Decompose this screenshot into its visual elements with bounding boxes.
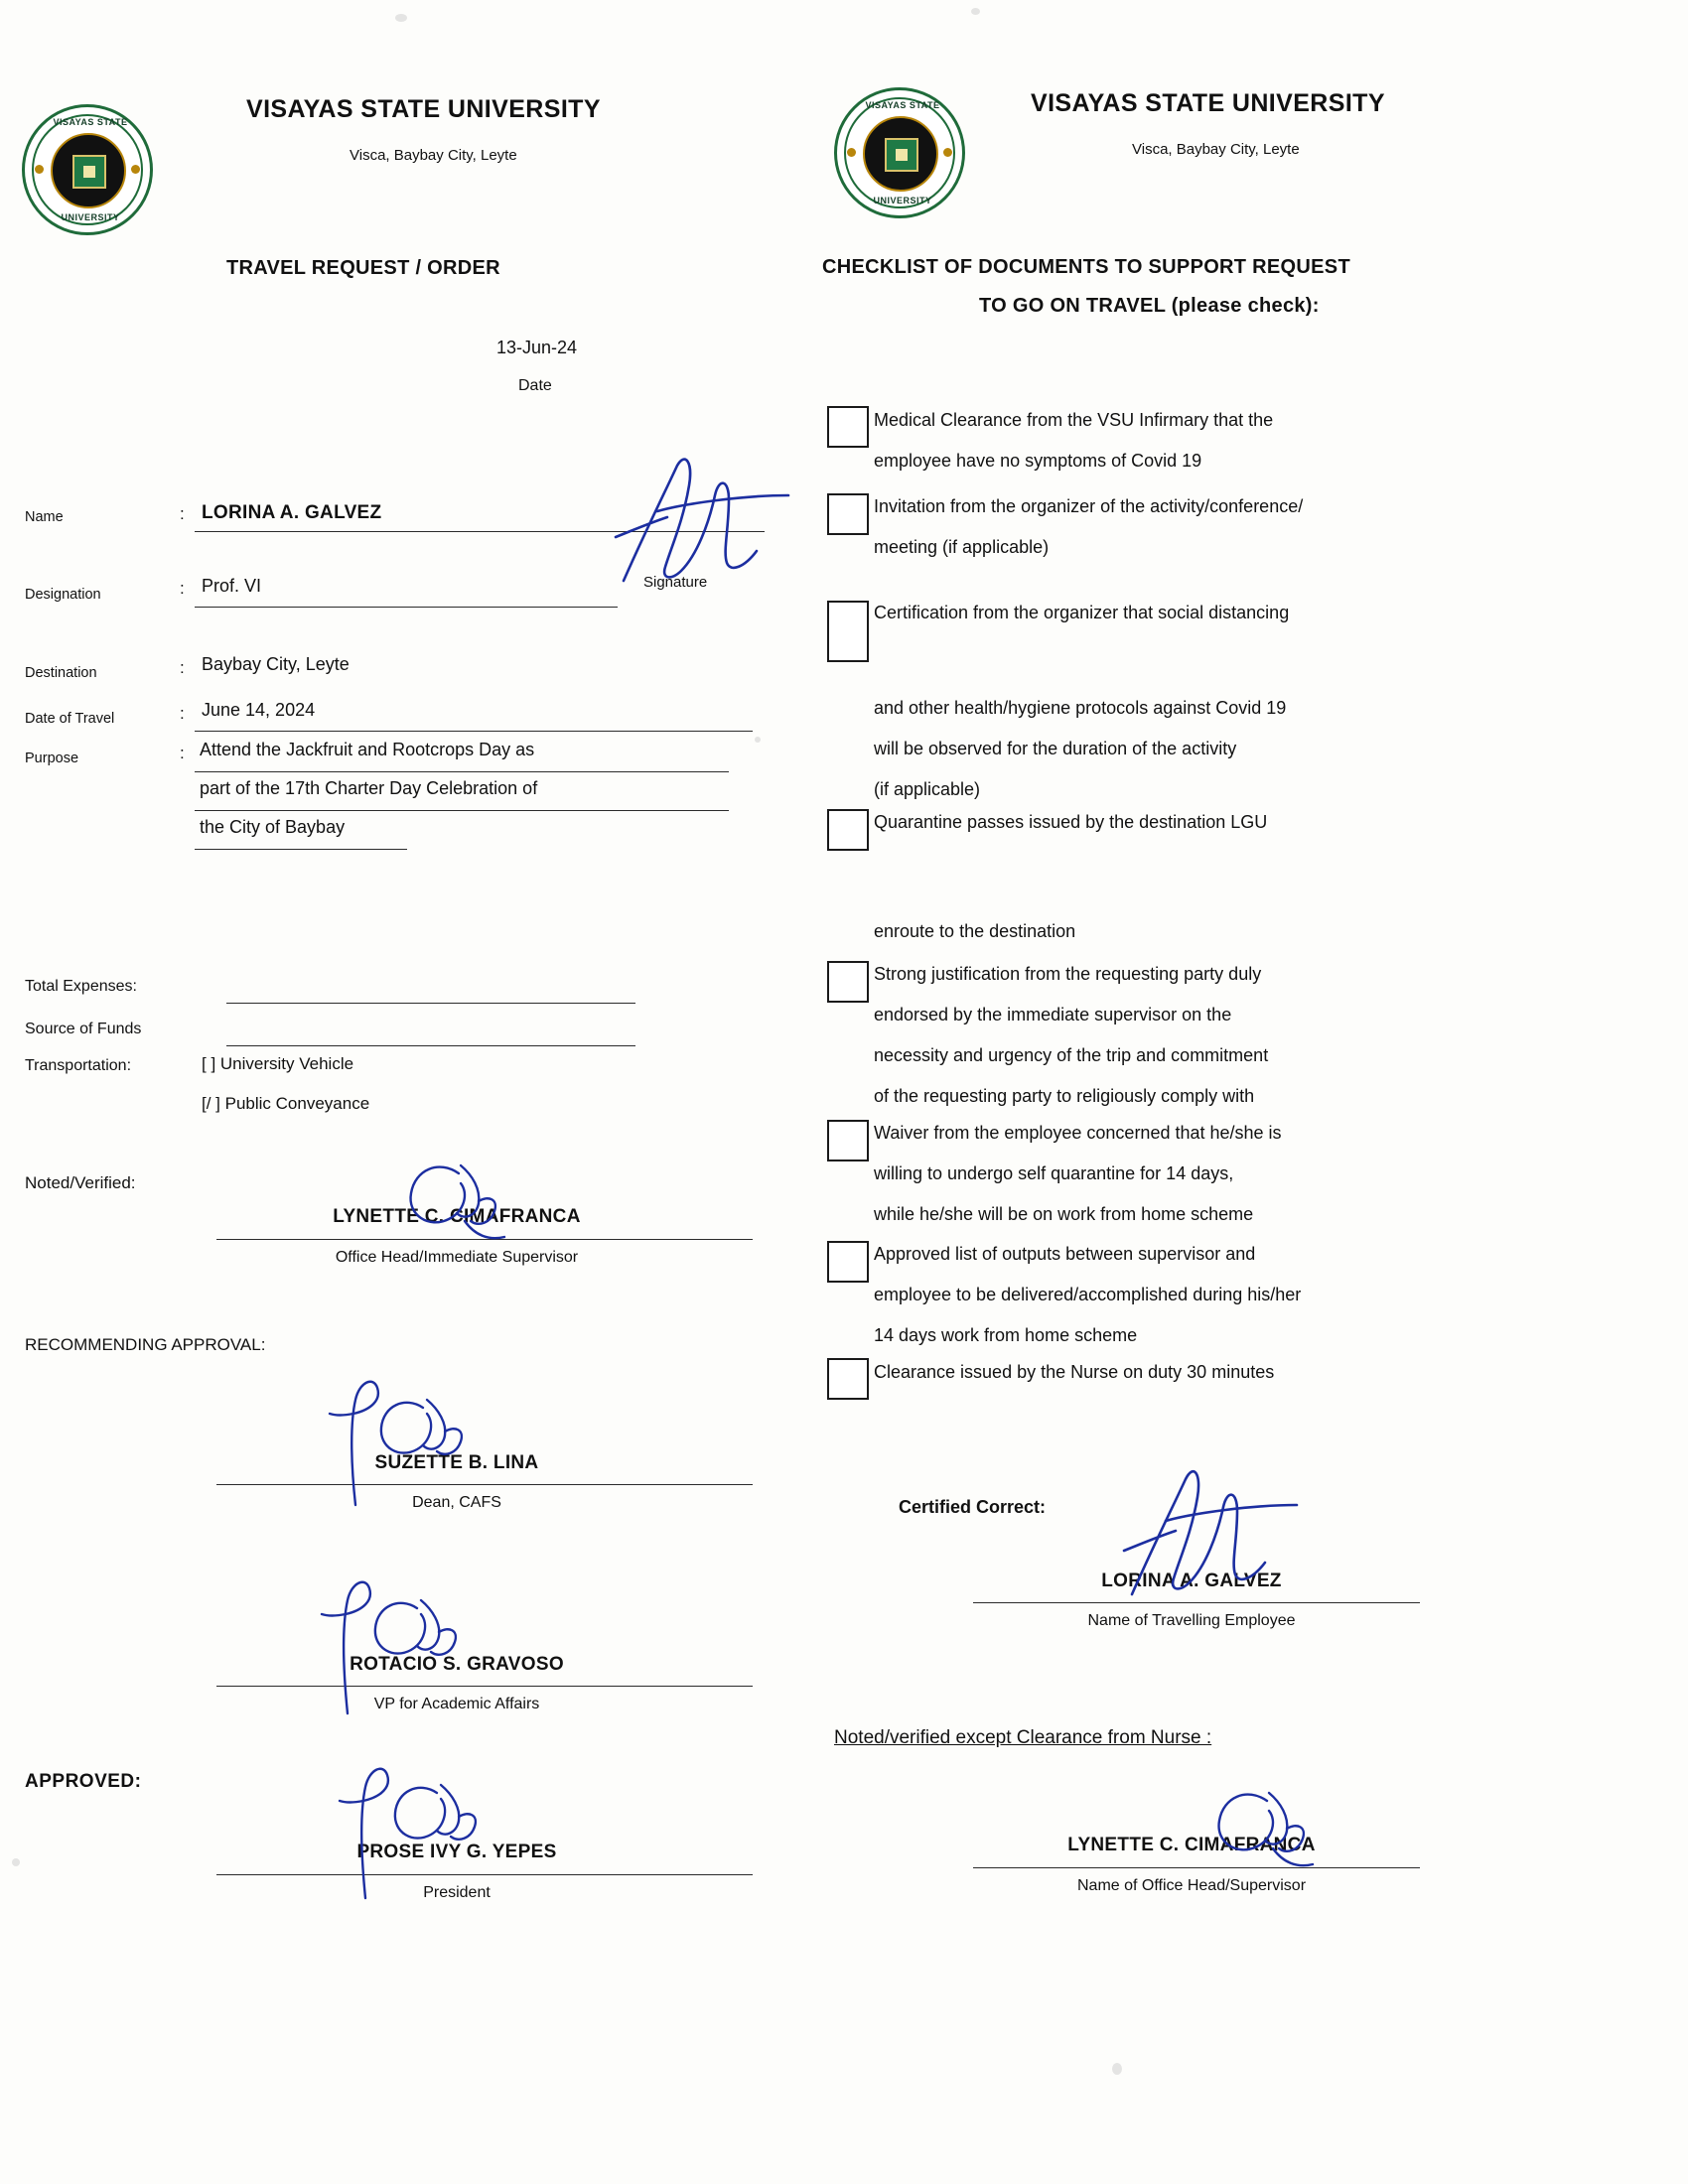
checklist-item-line: necessity and urgency of the trip and commitment [874,1045,1269,1065]
approved-label: APPROVED: [25,1771,142,1792]
checklist-item-line: while he/she will be on work from home scheme [874,1204,1254,1224]
name-label: Name [25,509,64,525]
checkbox-nurse-clearance[interactable] [827,1358,869,1400]
source-of-funds-label: Source of Funds [25,1021,142,1037]
checklist-title-line-1: CHECKLIST OF DOCUMENTS TO SUPPORT REQUEST [822,256,1350,278]
purpose-rule-1 [195,771,729,772]
seal-bottom-text: UNIVERSITY [873,196,932,205]
checklist-item-line: employee have no symptoms of Covid 19 [874,451,1202,471]
designation-value: Prof. VI [202,576,262,596]
noted-verified-name: LYNETTE C. CIMAFRANCA [333,1206,581,1227]
checklist-item-line: Waiver from the employee concerned that he/she is [874,1123,1282,1143]
purpose-rule-3 [195,849,407,850]
recommender-2-role: VP for Academic Affairs [373,1696,540,1712]
seal-dot-left [35,165,44,174]
destination-colon: : [180,658,185,677]
checkbox-invitation[interactable] [827,493,869,535]
travelling-employee-rule [973,1602,1420,1603]
seal-emblem [51,133,126,208]
approver-name: PROSE IVY G. YEPES [356,1842,557,1862]
checklist-title-line-2: TO GO ON TRAVEL (please check): [979,295,1320,317]
purpose-label: Purpose [25,751,79,766]
checkbox-medical-clearance[interactable] [827,406,869,448]
destination-value: Baybay City, Leyte [202,654,350,674]
checklist-item-line: and other health/hygiene protocols against Covid 19 [874,698,1287,718]
noted-verified-role: Office Head/Immediate Supervisor [335,1249,579,1266]
signature-ink-office-head [1201,1777,1350,1886]
checklist-item-line: Approved list of outputs between supervisor and [874,1244,1256,1264]
certified-correct-label: Certified Correct: [899,1497,1047,1517]
checklist-item-line: enroute to the destination [874,921,1076,941]
checklist-item-line: will be observed for the duration of the activity [874,739,1237,758]
signature-ink-noted-verified [395,1150,534,1259]
university-name-left: VISAYAS STATE UNIVERSITY [246,95,601,123]
checklist-item-line: of the requesting party to religiously comply with [874,1086,1255,1106]
signature-label: Signature [643,574,708,591]
seal-dot-right [131,165,140,174]
purpose-line-1: Attend the Jackfruit and Rootcrops Day as [200,740,535,759]
total-expenses-rule [226,1003,635,1004]
travel-checklist [814,0,1688,2184]
checklist-item-line: Medical Clearance from the VSU Infirmary that the [874,410,1274,430]
university-name-right: VISAYAS STATE UNIVERSITY [1031,89,1385,117]
checklist-item-line: willing to undergo self quarantine for 14 days, [874,1163,1234,1183]
checklist-item-line: Quarantine passes issued by the destination LGU [874,812,1268,832]
purpose-colon: : [180,744,185,762]
date-of-travel-label: Date of Travel [25,711,115,727]
recommender-1-rule [216,1484,753,1485]
date-of-travel-colon: : [180,704,185,723]
transport-option-university-vehicle[interactable]: [ ] University Vehicle [202,1054,354,1073]
form-date-value: 13-Jun-24 [496,338,578,357]
seal-emblem-square [72,155,106,189]
name-rule [195,531,765,532]
checklist-item-line: 14 days work from home scheme [874,1325,1138,1345]
travelling-employee-caption: Name of Travelling Employee [1087,1612,1296,1629]
checklist-item-line: Certification from the organizer that social distancing [874,603,1290,622]
university-address-right: Visca, Baybay City, Leyte [1132,141,1300,158]
seal-emblem [863,116,938,192]
form-date-label: Date [518,377,552,394]
checklist-item-line: (if applicable) [874,779,981,799]
recommending-approval-label: RECOMMENDING APPROVAL: [25,1335,266,1354]
purpose-rule-2 [195,810,729,811]
office-head-caption: Name of Office Head/Supervisor [1076,1877,1307,1894]
name-value: LORINA A. GALVEZ [202,502,382,523]
signature-ink-approver [328,1757,516,1901]
university-seal-left [22,104,153,235]
transportation-label: Transportation: [25,1057,132,1074]
total-expenses-label: Total Expenses: [25,978,137,995]
seal-top-text: VISAYAS STATE [865,100,940,110]
designation-label: Designation [25,587,101,603]
checklist-item-line: Strong justification from the requesting party duly [874,964,1262,984]
recommender-2-rule [216,1686,753,1687]
checkbox-strong-justification[interactable] [827,961,869,1003]
date-of-travel-rule [195,731,753,732]
recommender-2-name: ROTACIO S. GRAVOSO [350,1654,564,1675]
checklist-item-line: meeting (if applicable) [874,537,1050,557]
checkbox-certification[interactable] [827,601,869,662]
travel-request-form [0,0,814,2184]
university-address-left: Visca, Baybay City, Leyte [350,147,517,164]
checklist-item-line: endorsed by the immediate supervisor on the [874,1005,1232,1024]
seal-emblem-square [885,138,918,172]
recommender-1-role: Dean, CAFS [412,1494,501,1511]
approver-rule [216,1874,753,1875]
checklist-item-line: Clearance issued by the Nurse on duty 30 minutes [874,1362,1275,1382]
destination-label: Destination [25,665,97,681]
approver-role: President [423,1884,491,1901]
designation-colon: : [180,579,185,598]
purpose-line-2: part of the 17th Charter Day Celebration of [200,778,538,798]
office-head-name: LYNETTE C. CIMAFRANCA [1067,1835,1316,1855]
noted-verified-rule [216,1239,753,1240]
recommender-1-name: SUZETTE B. LINA [374,1452,539,1473]
travelling-employee-name: LORINA A. GALVEZ [1101,1570,1282,1591]
seal-dot-left [847,148,856,157]
source-of-funds-rule [226,1045,635,1046]
transport-option-public-conveyance[interactable]: [/ ] Public Conveyance [202,1094,370,1113]
form-title: TRAVEL REQUEST / ORDER [226,257,500,279]
checklist-item-line: Invitation from the organizer of the activity/conference/ [874,496,1304,516]
signature-ink-recommender-1 [316,1370,504,1509]
seal-top-text: VISAYAS STATE [53,117,128,127]
checkbox-quarantine-passes[interactable] [827,809,869,851]
name-colon: : [180,504,185,523]
date-of-travel-value: June 14, 2024 [202,700,316,720]
seal-dot-right [943,148,952,157]
office-head-rule [973,1867,1420,1868]
checkbox-approved-outputs[interactable] [827,1241,869,1283]
university-seal-right [834,87,965,218]
noted-verified-label: Noted/Verified: [25,1173,136,1192]
purpose-line-3: the City of Baybay [200,817,346,837]
noted-except-label: Noted/verified except Clearance from Nurse : [834,1727,1212,1748]
seal-bottom-text: UNIVERSITY [61,212,120,222]
designation-rule [195,607,618,608]
checklist-item-line: employee to be delivered/accomplished during his/her [874,1285,1302,1304]
checkbox-waiver[interactable] [827,1120,869,1161]
